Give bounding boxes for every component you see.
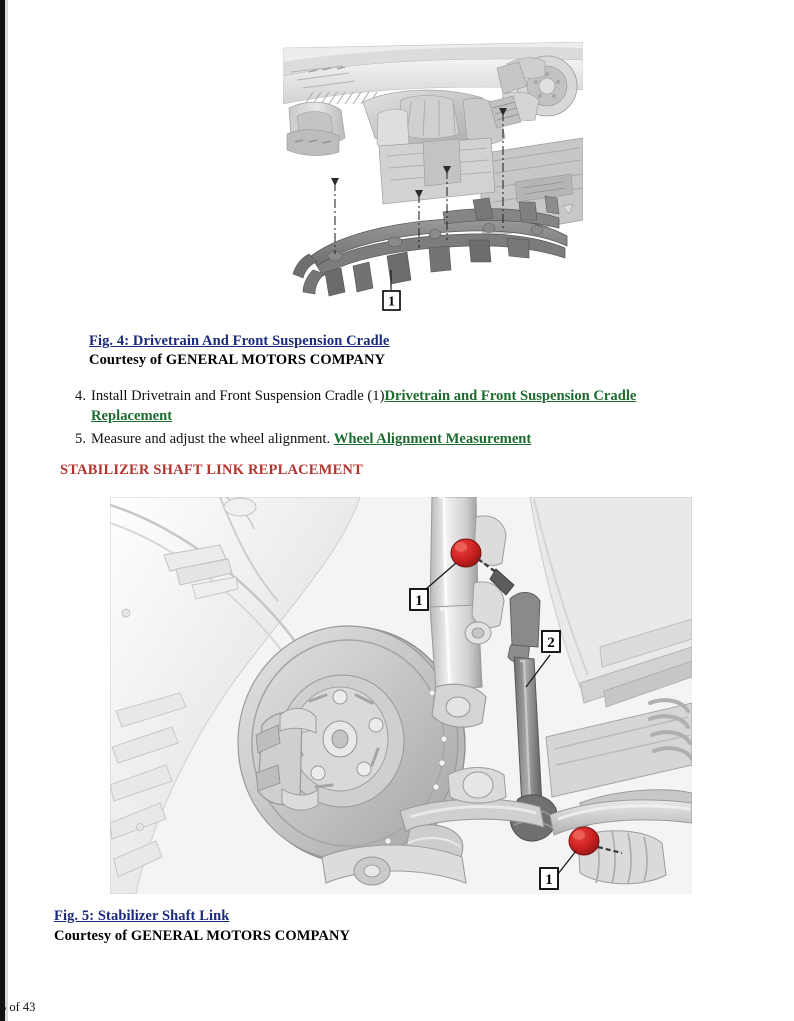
procedure-step-list <box>68 386 688 452</box>
step-number: 4. <box>75 388 86 404</box>
figure-5-callout-2: 2 <box>547 635 555 651</box>
page-footer-page-number: 5 of 43 <box>0 1000 36 1014</box>
figure-5-callout-1-lower: 1 <box>545 872 553 888</box>
figure-5-caption-link[interactable]: Fig. 5: Stabilizer Shaft Link <box>54 908 230 924</box>
list-item <box>68 386 688 426</box>
figure-4-caption-link[interactable]: Fig. 4: Drivetrain And Front Suspension Cradle <box>89 333 390 349</box>
step-number: 5. <box>75 431 86 447</box>
step-text: Measure and adjust the wheel alignment. <box>91 431 334 447</box>
figure-4-caption-courtesy: Courtesy of GENERAL MOTORS COMPANY <box>89 352 386 368</box>
figure-4-image <box>283 42 583 327</box>
figure-5-callout-1-upper: 1 <box>415 593 423 609</box>
figure-5-image <box>110 497 692 894</box>
document-page <box>8 0 794 1021</box>
step-cross-reference-link[interactable]: Drivetrain and Front Suspension Cradle Replacement <box>91 388 637 424</box>
figure-4-callout-1: 1 <box>388 294 395 310</box>
step-cross-reference-link[interactable]: Wheel Alignment Measurement <box>333 431 532 447</box>
figure-5-caption-courtesy: Courtesy of GENERAL MOTORS COMPANY <box>54 928 351 944</box>
step-text: Install Drivetrain and Front Suspension Cradle (1) <box>91 388 385 404</box>
section-heading-stabilizer-shaft-link-replacement: STABILIZER SHAFT LINK REPLACEMENT <box>60 462 363 478</box>
list-item <box>68 429 688 449</box>
